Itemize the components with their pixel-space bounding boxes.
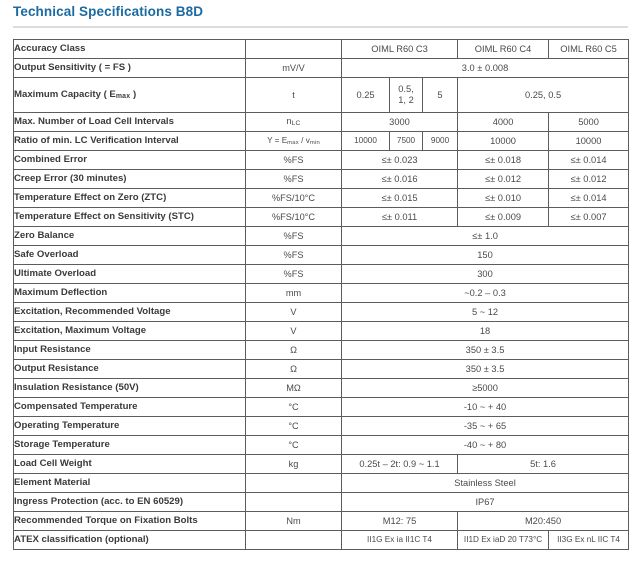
table-row — [14, 474, 629, 493]
unit-min-subscript: min — [309, 139, 320, 146]
row-label: Input Resistance — [14, 341, 246, 360]
cell-c3: ≤± 0.016 — [342, 170, 458, 189]
row-label: Temperature Effect on Sensitivity (STC) — [14, 208, 246, 227]
table-row — [14, 132, 629, 151]
row-label: Output Sensitivity ( = FS ) — [14, 59, 246, 78]
cell-value-all: -35 ~ + 65 — [342, 417, 629, 436]
cell-capacity-05-1-2 — [390, 78, 423, 113]
title-divider — [13, 26, 628, 28]
row-label-tail: ) — [130, 88, 137, 100]
row-label: Zero Balance — [14, 227, 246, 246]
table-row — [14, 360, 629, 379]
row-unit — [246, 474, 342, 493]
table-row — [14, 40, 629, 59]
row-label: Output Resistance — [14, 360, 246, 379]
cell-value-all: 150 — [342, 246, 629, 265]
row-label: Compensated Temperature — [14, 398, 246, 417]
cell-torque-m20: M20:450 — [458, 512, 629, 531]
cell-c5: ≤± 0.014 — [549, 151, 629, 170]
cell-capacity-025: 0.25 — [342, 78, 390, 113]
cell-ratio-c: 9000 — [423, 132, 458, 151]
table-row — [14, 398, 629, 417]
cell-c4: ≤± 0.012 — [458, 170, 549, 189]
cell-weight-large: 5t: 1.6 — [458, 455, 629, 474]
cell-ratio-b: 7500 — [390, 132, 423, 151]
cell-weight-small: 0.25t – 2t: 0.9 ~ 1.1 — [342, 455, 458, 474]
cell-value-all: 350 ± 3.5 — [342, 360, 629, 379]
row-label: Combined Error — [14, 151, 246, 170]
unit-ratio-mid: / v — [298, 135, 310, 145]
table-row — [14, 170, 629, 189]
capacity-line-2: 1, 2 — [398, 95, 414, 105]
cell-capacity-5: 5 — [423, 78, 458, 113]
cell-c5: ≤± 0.007 — [549, 208, 629, 227]
row-label — [14, 78, 246, 113]
table-row — [14, 341, 629, 360]
row-unit: mm — [246, 284, 342, 303]
row-unit: °C — [246, 398, 342, 417]
row-label: Temperature Effect on Zero (ZTC) — [14, 189, 246, 208]
cell-c3: ≤± 0.015 — [342, 189, 458, 208]
table-row — [14, 455, 629, 474]
row-unit: mV/V — [246, 59, 342, 78]
row-label-main: Maximum Capacity ( E — [14, 88, 116, 100]
table-row — [14, 189, 629, 208]
row-label: Ratio of min. LC Verification Interval — [14, 132, 246, 151]
cell-c4: ≤± 0.009 — [458, 208, 549, 227]
table-row — [14, 227, 629, 246]
unit-lc-subscript: LC — [291, 120, 301, 128]
row-unit: °C — [246, 436, 342, 455]
table-row — [14, 436, 629, 455]
table-row — [14, 113, 629, 132]
cell-c4: ≤± 0.010 — [458, 189, 549, 208]
cell-value-all: 18 — [342, 322, 629, 341]
row-unit: kg — [246, 455, 342, 474]
cell-c4: 10000 — [458, 132, 549, 151]
table-row — [14, 531, 629, 550]
row-unit — [246, 40, 342, 59]
row-label: Maximum Deflection — [14, 284, 246, 303]
row-unit: %FS/10°C — [246, 208, 342, 227]
cell-atex-c3: II1G Ex ia II1C T4 — [342, 531, 458, 550]
table-row — [14, 303, 629, 322]
unit-max-subscript: max — [287, 139, 299, 146]
cell-capacity-c4c5: 0.25, 0.5 — [458, 78, 629, 113]
cell-c4: 4000 — [458, 113, 549, 132]
table-row — [14, 208, 629, 227]
row-unit: V — [246, 322, 342, 341]
cell-value-all: 300 — [342, 265, 629, 284]
cell-torque-m12: M12: 75 — [342, 512, 458, 531]
row-label: Load Cell Weight — [14, 455, 246, 474]
cell-class-c3: OIML R60 C3 — [342, 40, 458, 59]
row-unit: %FS/10°C — [246, 189, 342, 208]
row-unit — [246, 493, 342, 512]
cell-c5: ≤± 0.012 — [549, 170, 629, 189]
row-unit: V — [246, 303, 342, 322]
row-label: Accuracy Class — [14, 40, 246, 59]
row-label: Creep Error (30 minutes) — [14, 170, 246, 189]
row-unit: %FS — [246, 246, 342, 265]
cell-c5: ≤± 0.014 — [549, 189, 629, 208]
page-title: Technical Specifications B8D — [13, 4, 204, 19]
cell-c4: ≤± 0.018 — [458, 151, 549, 170]
row-label: Excitation, Maximum Voltage — [14, 322, 246, 341]
row-unit: %FS — [246, 265, 342, 284]
table-row — [14, 379, 629, 398]
cell-c5: 5000 — [549, 113, 629, 132]
row-unit: Ω — [246, 360, 342, 379]
row-unit: MΩ — [246, 379, 342, 398]
row-label: Excitation, Recommended Voltage — [14, 303, 246, 322]
table-row — [14, 59, 629, 78]
row-label: Recommended Torque on Fixation Bolts — [14, 512, 246, 531]
cell-value-all: IP67 — [342, 493, 629, 512]
row-unit — [246, 132, 342, 151]
row-label: Max. Number of Load Cell Intervals — [14, 113, 246, 132]
cell-value-all: -10 ~ + 40 — [342, 398, 629, 417]
capacity-line-1: 0.5, — [398, 84, 414, 95]
row-label: Ingress Protection (acc. to EN 60529) — [14, 493, 246, 512]
table-row — [14, 246, 629, 265]
cell-value-all: ≤± 1.0 — [342, 227, 629, 246]
row-label: Element Material — [14, 474, 246, 493]
cell-value-all: 3.0 ± 0.008 — [342, 59, 629, 78]
row-label: Safe Overload — [14, 246, 246, 265]
row-unit: %FS — [246, 151, 342, 170]
table-row — [14, 151, 629, 170]
cell-value-all: -40 ~ + 80 — [342, 436, 629, 455]
cell-value-all: ≥5000 — [342, 379, 629, 398]
row-unit: °C — [246, 417, 342, 436]
table-row — [14, 417, 629, 436]
cell-value-all: ~0.2 – 0.3 — [342, 284, 629, 303]
technical-specifications-table — [13, 39, 629, 550]
table-row — [14, 322, 629, 341]
row-label: Storage Temperature — [14, 436, 246, 455]
unit-n: n — [286, 116, 292, 127]
cell-class-c4: OIML R60 C4 — [458, 40, 549, 59]
row-unit: t — [246, 78, 342, 113]
table-row — [14, 493, 629, 512]
table-row — [14, 78, 629, 113]
row-label: Insulation Resistance (50V) — [14, 379, 246, 398]
cell-ratio-a: 10000 — [342, 132, 390, 151]
row-unit: %FS — [246, 227, 342, 246]
cell-c5: 10000 — [549, 132, 629, 151]
cell-value-all: Stainless Steel — [342, 474, 629, 493]
row-label: Ultimate Overload — [14, 265, 246, 284]
row-unit: Ω — [246, 341, 342, 360]
cell-atex-c4: II1D Ex iaD 20 T73°C — [458, 531, 549, 550]
table-row — [14, 284, 629, 303]
cell-value-all: 350 ± 3.5 — [342, 341, 629, 360]
row-label-subscript: max — [115, 93, 131, 101]
row-unit: %FS — [246, 170, 342, 189]
table-row — [14, 512, 629, 531]
row-unit: Nm — [246, 512, 342, 531]
row-unit — [246, 113, 342, 132]
unit-ratio-prefix: Y = E — [267, 135, 288, 145]
cell-atex-c5: II3G Ex nL IIC T4 — [549, 531, 629, 550]
cell-class-c5: OIML R60 C5 — [549, 40, 629, 59]
row-unit — [246, 531, 342, 550]
table-row — [14, 265, 629, 284]
cell-value-all: 5 ~ 12 — [342, 303, 629, 322]
cell-c3: 3000 — [342, 113, 458, 132]
row-label: ATEX classification (optional) — [14, 531, 246, 550]
cell-c3: ≤± 0.023 — [342, 151, 458, 170]
row-label: Operating Temperature — [14, 417, 246, 436]
cell-c3: ≤± 0.011 — [342, 208, 458, 227]
